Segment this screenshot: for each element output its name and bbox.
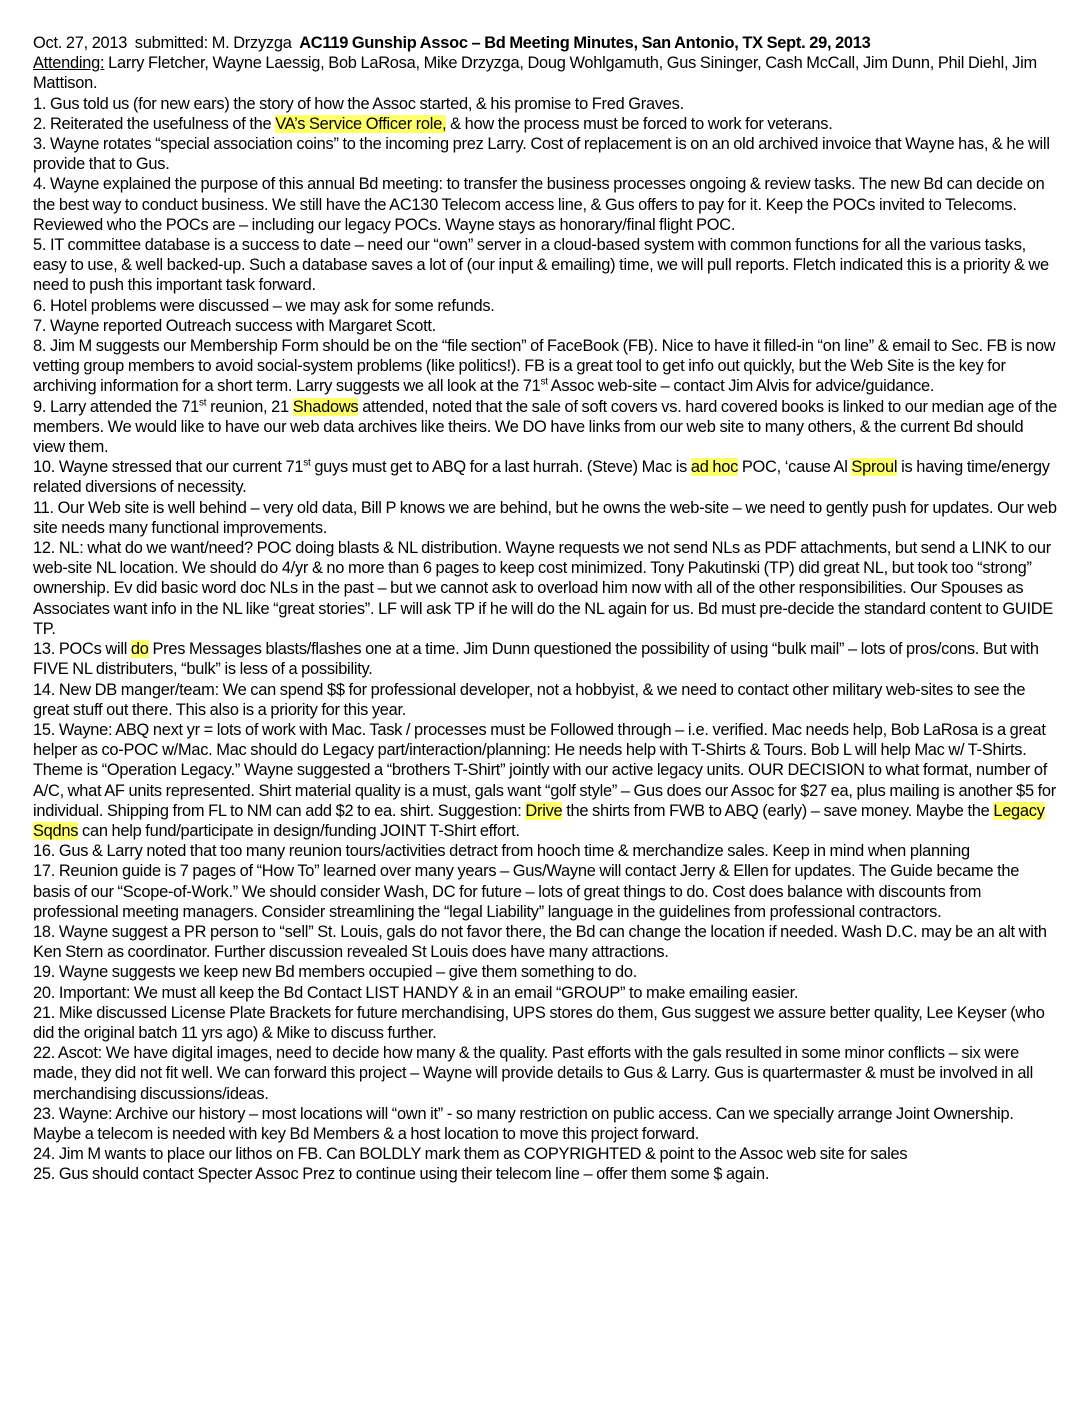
item-2: [33, 114, 1058, 134]
item-2-text-end: & how the process must be forced to work for veterans.: [446, 114, 833, 133]
item-12: 12. NL: what do we want/need? POC doing blasts & NL distribution. Wayne requests we not send NLs as PDF attachments, but send a LINK to our web-site NL location. We should do 4/yr & no more than 6 pages to keep cost minimized. Tony Pakutinski (TP) did great NL, but took too “strong” ownership. Ev did basic word doc NLs in the past – but we cannot ask to overload him now with all of the other responsibilities. Our Spouses as Associates want info in the NL like “great stories”. LF will ask TP if he will do the NL again for us. Bd must pre-decide the standard content to GUIDE TP.: [33, 539, 1054, 638]
item-14: 14. New DB manger/team: We can spend $$ for professional developer, not a hobbyist, & we need to contact other military web-sites to see the great stuff out there. This also is a priority for this year.: [33, 680, 1026, 719]
item-19: 19. Wayne suggests we keep new Bd members occupied – give them something to do.: [33, 963, 638, 982]
highlight-shadows: Shadows: [292, 397, 359, 416]
highlight-sproul: Sproul: [851, 458, 898, 477]
attending-names: Larry Fletcher, Wayne Laessig, Bob LaRosa, Mike Drzyzga, Doug Wohlgamuth, Gus Sininger, Cash McCall, Jim Dunn, Phil Diehl, Jim Mattison.: [33, 54, 1037, 93]
item-9-text-end: attended, noted that the sale of soft covers vs. hard covered books is linked to our median age of the members. We would like to have our web data archives like theirs. We DO have links from our web site to many others, & the current Bd should view them.: [33, 397, 1058, 457]
item-21: 21. Mike discussed License Plate Brackets for future merchandising, UPS stores do them, Gus suggest we assure better quality, Lee Keyser (who did the original batch 11 yrs ago) & Mike to discuss further.: [33, 1003, 1045, 1042]
item-7: 7. Wayne reported Outreach success with Margaret Scott.: [33, 316, 437, 335]
highlight-do: do: [130, 640, 149, 659]
superscript: st: [540, 376, 548, 388]
highlight-ad-hoc: ad hoc: [690, 458, 739, 477]
item-10-text-mid2: POC, ‘cause Al: [738, 458, 852, 477]
item-9-text: 9. Larry attended the 71: [33, 397, 200, 416]
item-8: [33, 336, 1058, 397]
header-date: Oct. 27, 2013: [33, 34, 128, 52]
highlight-drive: Drive: [525, 801, 563, 820]
document-title: AC119 Gunship Assoc – Bd Meeting Minutes, San Antonio, TX Sept. 29, 2013: [299, 34, 871, 52]
item-2-text: 2. Reiterated the usefulness of the: [33, 114, 276, 133]
item-18: 18. Wayne suggest a PR person to “sell” St. Louis, gals do not favor there, the Bd can change the location if needed. Wash D.C. may be an alt with Ken Stern as coordinator. Further discussion revealed St Louis does have many attractions.: [33, 922, 1047, 962]
item-15-text-mid: the shirts from FWB to ABQ (early) – save money. Maybe the: [562, 801, 994, 820]
item-10-text-end: is having time/energy related diversions of necessity.: [33, 458, 1050, 497]
item-4: 4. Wayne explained the purpose of this annual Bd meeting: to transfer the business processes ongoing & review tasks. The new Bd can decide on the best way to conduct business. We still have the AC130 Telecom access line, & Gus offers to pay for it. Keep the POCs invited to Telecoms. Reviewed who the POCs are – including our legacy POCs. Wayne stays as honorary/final flight POC.: [33, 175, 1045, 234]
superscript: st: [303, 457, 311, 469]
item-16: 16. Gus & Larry noted that too many reunion tours/activities detract from hooch time & merchandize sales. Keep in mind when planning: [33, 842, 970, 861]
item-11: 11. Our Web site is well behind – very old data, Bill P knows we are behind, but he owns the web-site – we need to gently push for updates. Our web site needs many functional improvements.: [33, 498, 1057, 537]
attending-label: Attending:: [33, 54, 105, 73]
item-10: [33, 457, 1058, 497]
item-13-text-end: Pres Messages blasts/flashes one at a time. Jim Dunn questioned the possibility of using “bulk mail” – lots of pros/cons. But with FIVE NL distributers, “bulk” is less of a possibility.: [33, 640, 1039, 679]
item-6: 6. Hotel problems were discussed – we may ask for some refunds.: [33, 296, 495, 315]
item-8-text: 8. Jim M suggests our Membership Form should be on the “file section” of FaceBook (FB). Nice to have it filled-in “on line” & email to Sec. FB is now vetting group members to avoid social-system problems (like politics!). FB is a great tool to get info out quickly, but the Web Site is the key for archiving information for a short term. Larry suggests we all look at the 71: [33, 337, 1056, 396]
item-23: 23. Wayne: Archive our history – most locations will “own it” - so many restriction on public access. Can we specially arrange Joint Ownership. Maybe a telecom is needed with key Bd Members & a host location to move this project forward.: [33, 1104, 1014, 1143]
item-9: [33, 397, 1058, 458]
item-10-text: 10. Wayne stressed that our current 71: [33, 458, 304, 477]
item-9-text-mid: reunion, 21: [206, 397, 293, 416]
item-8-text-end: Assoc web-site – contact Jim Alvis for advice/guidance.: [547, 377, 935, 396]
item-13-text: 13. POCs will: [33, 640, 131, 659]
header-submitted: submitted: M. Drzyzga: [134, 34, 292, 52]
attending-line: [33, 53, 1058, 93]
item-15-text: 15. Wayne: ABQ next yr = lots of work with Mac. Task / processes must be Followed through – i.e. verified. Mac needs help, Bob LaRosa is a great helper as co-POC w/Mac. Mac should do Legacy part/interaction/planning: He needs help with T-Shirts & Tours. Bob L will help Mac w/ T-Shirts. Theme is “Operation Legacy.” Wayne suggested a “brothers T-Shirt” jointly with our active legacy units. OUR DECISION to what format, number of A/C, what AF units represented. Shirt material quality is a must, gals want “golf style” – Gus does our Assoc for $27 ea, plus mailing is another $5 for individual. Shipping from FL to NM can add $2 to ea. shirt. Suggestion:: [33, 720, 1057, 820]
item-15: [33, 720, 1058, 841]
item-24: 24. Jim M wants to place our lithos on FB. Can BOLDLY mark them as COPYRIGHTED & point to the Assoc web site for sales: [33, 1145, 908, 1164]
item-13: [33, 639, 1058, 679]
meeting-minutes-document: [33, 33, 1058, 1185]
item-20: 20. Important: We must all keep the Bd Contact LIST HANDY & in an email “GROUP” to make emailing easier.: [33, 983, 799, 1002]
item-5: 5. IT committee database is a success to date – need our “own” server in a cloud-based system with common functions for all the various tasks, easy to use, & well backed-up. Such a database saves a lot of (our input & emailing) time, we will pull reports. Fletch indicated this is a priority & we need to push this important task forward.: [33, 236, 1049, 295]
item-3: 3. Wayne rotates “special association coins” to the incoming prez Larry. Cost of replacement is on an old archived invoice that Wayne has, & he will provide that to Gus.: [33, 135, 1050, 174]
item-17: 17. Reunion guide is 7 pages of “How To” learned over many years – Gus/Wayne will contact Jerry & Ellen for updates. The Guide became the basis of our “Scope-of-Work.” We should consider Wash, DC for future – lots of great things to do. Cost does balance with discounts from professional meeting managers. Consider streamlining the “legal Liability” language in the guidelines from professional contractors.: [33, 862, 1020, 921]
item-22: 22. Ascot: We have digital images, need to decide how many & the quality. Past efforts with the gals resulted in some minor conflicts – six were made, they did not fit well. We can forward this project – Wayne will provide details to Gus & Larry. Gus is quartermaster & must be involved in all merchandising discussions/ideas.: [33, 1044, 1033, 1103]
superscript: st: [199, 397, 207, 409]
item-10-text-mid: guys must get to ABQ for a last hurrah. (Steve) Mac is: [310, 458, 691, 477]
header-line: [33, 33, 1058, 53]
item-15-text-end: can help fund/participate in design/funding JOINT T-Shirt effort.: [78, 821, 520, 840]
highlight-legacy-sqdns: Legacy Sqdns: [33, 801, 1045, 840]
item-1: 1. Gus told us (for new ears) the story of how the Assoc started, & his promise to Fred Graves.: [33, 94, 684, 113]
item-25: 25. Gus should contact Specter Assoc Prez to continue using their telecom line – offer them some $ again.: [33, 1165, 770, 1184]
highlight-va-service-officer: VA’s Service Officer role,: [275, 114, 447, 133]
